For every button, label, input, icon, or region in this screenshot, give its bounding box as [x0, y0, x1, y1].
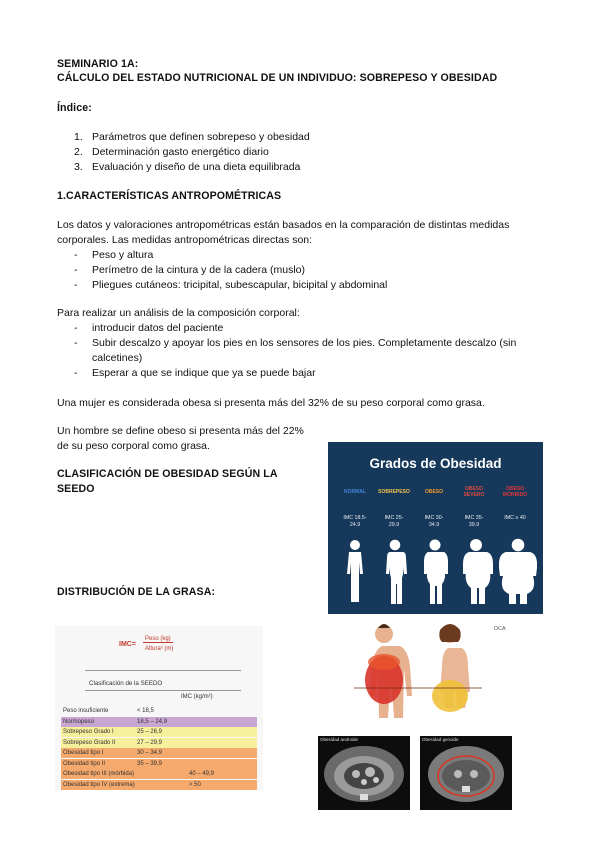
row-label: Obesidad tipo III (mórbida) — [63, 771, 135, 777]
row-label: Obesidad tipo I — [63, 750, 104, 756]
list-item: - Esperar a que se indique que ya se puede bajar — [74, 367, 316, 379]
seedo-heading: CLASIFICACIÓN DE OBESIDAD SEGÚN LA SEEDO — [57, 468, 278, 495]
row-label: Obesidad tipo IV (extrema) — [63, 781, 135, 788]
row-range: 18,5 – 24,9 — [137, 718, 168, 725]
ct-scan-android — [318, 736, 410, 810]
imc-formula-numerator: Peso (kg) — [145, 636, 171, 642]
table-row — [61, 717, 257, 727]
ct-scan-gynoid — [420, 736, 512, 810]
list-item: - Pliegues cutáneos: tricipital, subescapular, bicipital y abdominal — [74, 279, 388, 291]
row-label: Sobrepeso Grado I — [63, 729, 114, 735]
silhouette-severe-icon — [459, 538, 493, 604]
man-obesity-text: Un hombre se define obeso si presenta más del 22% de su peso corporal como grasa. — [57, 425, 304, 452]
table-row — [61, 748, 257, 758]
body-fat-illustration-icon — [330, 622, 490, 738]
grade-label-obese: OBESO — [424, 489, 444, 495]
list-item: - introducir datos del paciente — [74, 322, 224, 334]
steps-list — [57, 321, 577, 381]
caption-gynoid: Obesidad genoide — [422, 737, 459, 742]
grade-label-severe: OBESO SEVERO — [463, 486, 485, 498]
row-range: 30 – 34,9 — [137, 750, 163, 756]
composition-intro: Para realizar un análisis de la composición corporal: — [57, 307, 300, 319]
row-label: Normopeso — [63, 718, 95, 725]
row-range: 35 – 39,9 — [137, 760, 163, 767]
section-intro: Los datos y valoraciones antropométricas están basados en la comparación de distintas medidas corporales. Las medidas antropométricas directas son: — [57, 219, 510, 246]
fat-distribution-heading: DISTRIBUCIÓN DE LA GRASA: — [57, 586, 216, 598]
list-item: - Perímetro de la cintura y de la cadera (muslo) — [74, 264, 306, 276]
seedo-col-header: IMC (kg/m²) — [181, 694, 213, 700]
section-heading-anthropometric: 1.CARACTERÍSTICAS ANTROPOMÉTRICAS — [57, 190, 282, 202]
grade-imc-morbid: IMC ≥ 40 — [504, 515, 526, 521]
woman-obesity-text: Una mujer es considerada obesa si presenta más del 32% de su peso corporal como grasa. — [57, 397, 485, 409]
row-label: Obesidad tipo II — [63, 760, 106, 767]
index-item: 2. Determinación gasto energético diario — [74, 146, 269, 158]
divider — [85, 690, 241, 691]
index-list — [57, 130, 557, 175]
table-row — [61, 706, 257, 716]
table-row — [61, 727, 257, 737]
seedo-table-title: Clasificación de la SEEDO — [89, 680, 163, 687]
row-range: 27 – 29,9 — [137, 739, 163, 746]
list-item: - Peso y altura — [74, 249, 154, 261]
grade-imc-overweight: IMC 25- 29.9 — [384, 515, 404, 528]
silhouette-overweight-icon — [381, 538, 409, 604]
obesity-grades-image — [328, 442, 543, 614]
row-range: 25 – 26,9 — [137, 729, 163, 735]
fat-distribution-image — [316, 620, 512, 810]
row-label: Peso insuficiente — [63, 708, 109, 714]
list-item: - Subir descalzo y apoyar los pies en los sensores de los pies. Completamente descalzo (sin calcetines) — [74, 337, 517, 364]
silhouette-obese-icon — [420, 538, 450, 604]
seminar-label: SEMINARIO 1A: — [57, 58, 139, 70]
grade-label-overweight: SOBREPESO — [378, 489, 410, 495]
table-row — [61, 738, 257, 748]
index-heading: Índice: — [57, 102, 92, 114]
table-row — [61, 759, 257, 769]
index-item: 1. Parámetros que definen sobrepeso y obesidad — [74, 131, 310, 143]
grade-imc-severe: IMC 35- 39.9 — [464, 515, 484, 528]
obesity-grades-title: Grados de Obesidad — [369, 456, 502, 471]
index-item: 3. Evaluación y diseño de una dieta equilibrada — [74, 161, 301, 173]
grade-label-morbid: OBESO MÓRBIDO — [502, 486, 528, 498]
table-row — [61, 780, 257, 790]
silhouette-morbid-icon — [499, 538, 537, 604]
divider — [85, 670, 241, 671]
imc-formula-denominator: Altura² (m) — [145, 646, 174, 652]
row-extra: > 50 — [189, 781, 201, 788]
grade-label-normal: NORMAL — [344, 489, 366, 495]
grade-imc-normal: IMC 18.5- 24.9 — [343, 515, 367, 528]
row-range: < 18,5 — [137, 708, 154, 714]
table-row — [61, 769, 257, 779]
grade-imc-obese: IMC 30- 34.9 — [424, 515, 444, 528]
imc-formula-left: IMC= — [119, 641, 136, 648]
row-extra: 40 – 49,9 — [189, 771, 215, 777]
seedo-table-image — [55, 626, 263, 790]
document-title: CÁLCULO DEL ESTADO NUTRICIONAL DE UN INDIVIDUO: SOBREPESO Y OBESIDAD — [57, 72, 498, 84]
silhouette-normal-icon — [343, 538, 367, 604]
measures-list — [57, 248, 577, 293]
row-label: Sobrepeso Grado II — [63, 739, 116, 746]
image-tag: DCA — [494, 626, 506, 632]
caption-android: Obesidad androide — [320, 737, 359, 742]
